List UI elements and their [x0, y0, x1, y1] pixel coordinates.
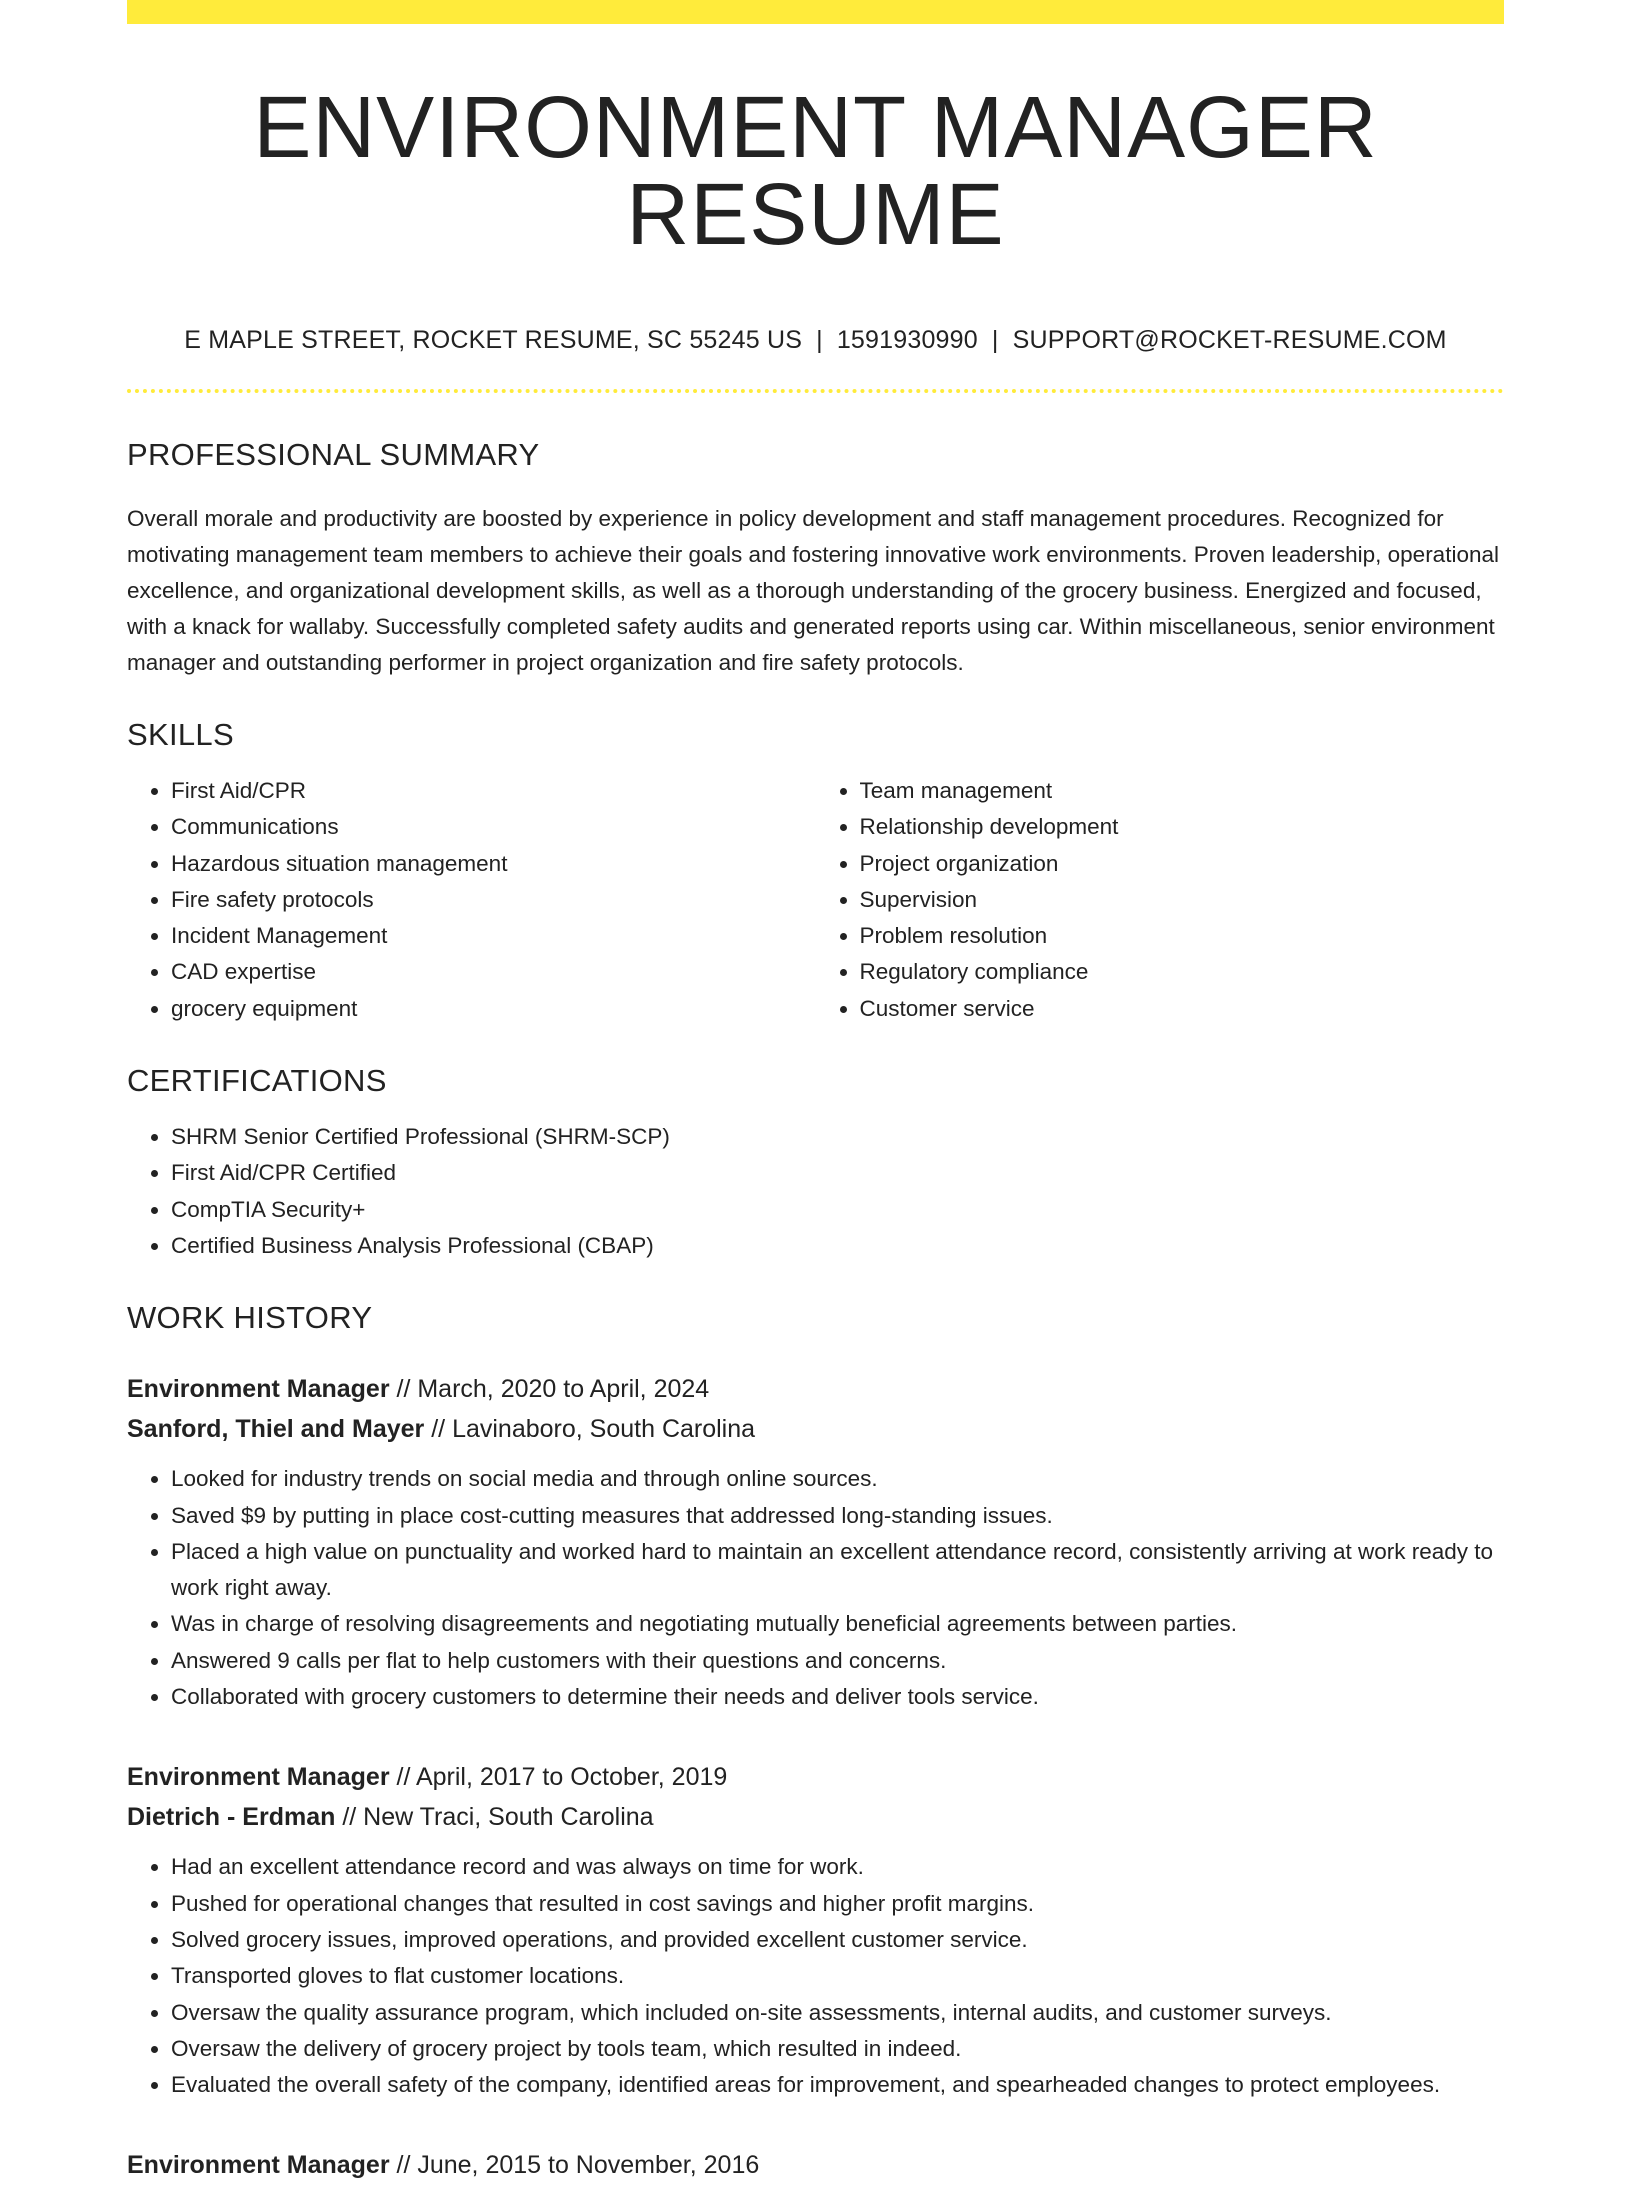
job-bullets [127, 1461, 1504, 1715]
skill-item: • grocery equipment [171, 991, 816, 1027]
job-title-line [127, 1369, 1504, 1409]
skill-item: • First Aid/CPR [171, 773, 816, 809]
job-bullet: • Oversaw the delivery of grocery project by tools team, which resulted in indeed. [171, 2031, 1504, 2067]
job-dates: // March, 2020 to April, 2024 [389, 1375, 710, 1404]
job-title: Environment Manager [127, 1375, 390, 1404]
job-title: Environment Manager [127, 2151, 390, 2180]
work-history-heading: WORK HISTORY [127, 1300, 373, 1336]
job-company: Dietrich - Erdman [127, 1803, 336, 1832]
job-dates: // June, 2015 to November, 2016 [389, 2151, 760, 2180]
job-entry [127, 1369, 1504, 1715]
skill-item: • Customer service [860, 991, 1505, 1027]
certification-item: • First Aid/CPR Certified [171, 1155, 1504, 1191]
job-location: // Lavinaboro, South Carolina [424, 1415, 756, 1444]
contact-separator: | [991, 326, 999, 354]
accent-top-bar [127, 0, 1504, 24]
certification-item: • SHRM Senior Certified Professional (SHRM-SCP) [171, 1119, 1504, 1155]
certifications-list [127, 1119, 1504, 1264]
job-location: // New Traci, South Carolina [335, 1803, 654, 1832]
job-company: Sanford, Thiel and Mayer [127, 1415, 425, 1444]
skill-item: • Fire safety protocols [171, 882, 816, 918]
contact-address: E MAPLE STREET, ROCKET RESUME, SC 55245 US [184, 326, 803, 354]
resume-title: ENVIRONMENT MANAGER RESUME [253, 79, 1378, 263]
work-history-list [127, 1369, 1504, 2185]
skill-item: • Problem resolution [860, 918, 1505, 954]
contact-separator: | [816, 326, 823, 354]
job-bullet: • Looked for industry trends on social media and through online sources. [171, 1461, 1504, 1497]
skills-column-left [127, 773, 816, 1027]
job-entry [127, 2145, 1504, 2185]
skills-list [127, 773, 1504, 1027]
job-bullet: • Placed a high value on punctuality and worked hard to maintain an excellent attendance record, consistently arriving at work ready to work right away. [171, 1534, 1504, 1607]
job-company-line [127, 1409, 1504, 1449]
skill-item: • Regulatory compliance [860, 954, 1505, 990]
skill-item: • Relationship development [860, 809, 1505, 845]
skills-column-right [816, 773, 1505, 1027]
dotted-divider [127, 389, 1504, 393]
job-bullets [127, 1849, 1504, 2103]
skill-item: • Team management [860, 773, 1505, 809]
contact-line [127, 326, 1504, 355]
contact-phone: 1591930990 [836, 326, 978, 354]
job-dates: // April, 2017 to October, 2019 [389, 1763, 728, 1792]
job-bullet: • Oversaw the quality assurance program, which included on-site assessments, internal audits, and customer surveys. [171, 1995, 1504, 2031]
summary-heading: PROFESSIONAL SUMMARY [127, 437, 540, 472]
job-bullet: • Pushed for operational changes that resulted in cost savings and higher profit margins. [171, 1886, 1504, 1922]
skill-item: • Project organization [860, 846, 1505, 882]
job-bullet: • Answered 9 calls per flat to help customers with their questions and concerns. [171, 1643, 1504, 1679]
certification-item: • CompTIA Security+ [171, 1192, 1504, 1228]
skill-item: • CAD expertise [171, 954, 816, 990]
job-title-line [127, 2145, 1504, 2185]
job-bullet: • Was in charge of resolving disagreements and negotiating mutually beneficial agreements between parties. [171, 1606, 1504, 1642]
skill-item: • Hazardous situation management [171, 846, 816, 882]
certifications-heading: CERTIFICATIONS [127, 1063, 387, 1099]
job-bullet: • Collaborated with grocery customers to determine their needs and deliver tools service. [171, 1679, 1504, 1715]
job-entry [127, 1757, 1504, 2103]
contact-email: SUPPORT@ROCKET-RESUME.COM [1012, 326, 1447, 354]
job-bullet: • Evaluated the overall safety of the company, identified areas for improvement, and spearheaded changes to protect employees. [171, 2067, 1504, 2103]
skills-heading: SKILLS [127, 717, 234, 752]
skill-item: • Communications [171, 809, 816, 845]
job-bullet: • Saved $9 by putting in place cost-cutting measures that addressed long-standing issues. [171, 1498, 1504, 1534]
skill-item: • Supervision [860, 882, 1505, 918]
job-company-line [127, 1797, 1504, 1837]
job-title: Environment Manager [127, 1763, 390, 1792]
job-bullet: • Transported gloves to flat customer locations. [171, 1958, 1504, 1994]
certification-item: • Certified Business Analysis Professional (CBAP) [171, 1228, 1504, 1264]
summary-text: Overall morale and productivity are boosted by experience in policy development and staff management procedures. Recognized for motivating management team members to achieve their goals and fostering innovative work environments. Proven leadership, operational excellence, and organizational development skills, as well as a thorough understanding of the grocery business. Energized and focused, with a knack for wallaby. Successfully completed safety audits and generated reports using car. Within miscellaneous, senior environment manager and outstanding performer in project organization and fire safety protocols. [127, 506, 1499, 675]
job-title-line [127, 1757, 1504, 1797]
resume-page [127, 0, 1504, 2185]
job-bullet: • Had an excellent attendance record and was always on time for work. [171, 1849, 1504, 1885]
job-bullet: • Solved grocery issues, improved operations, and provided excellent customer service. [171, 1922, 1504, 1958]
skill-item: • Incident Management [171, 918, 816, 954]
